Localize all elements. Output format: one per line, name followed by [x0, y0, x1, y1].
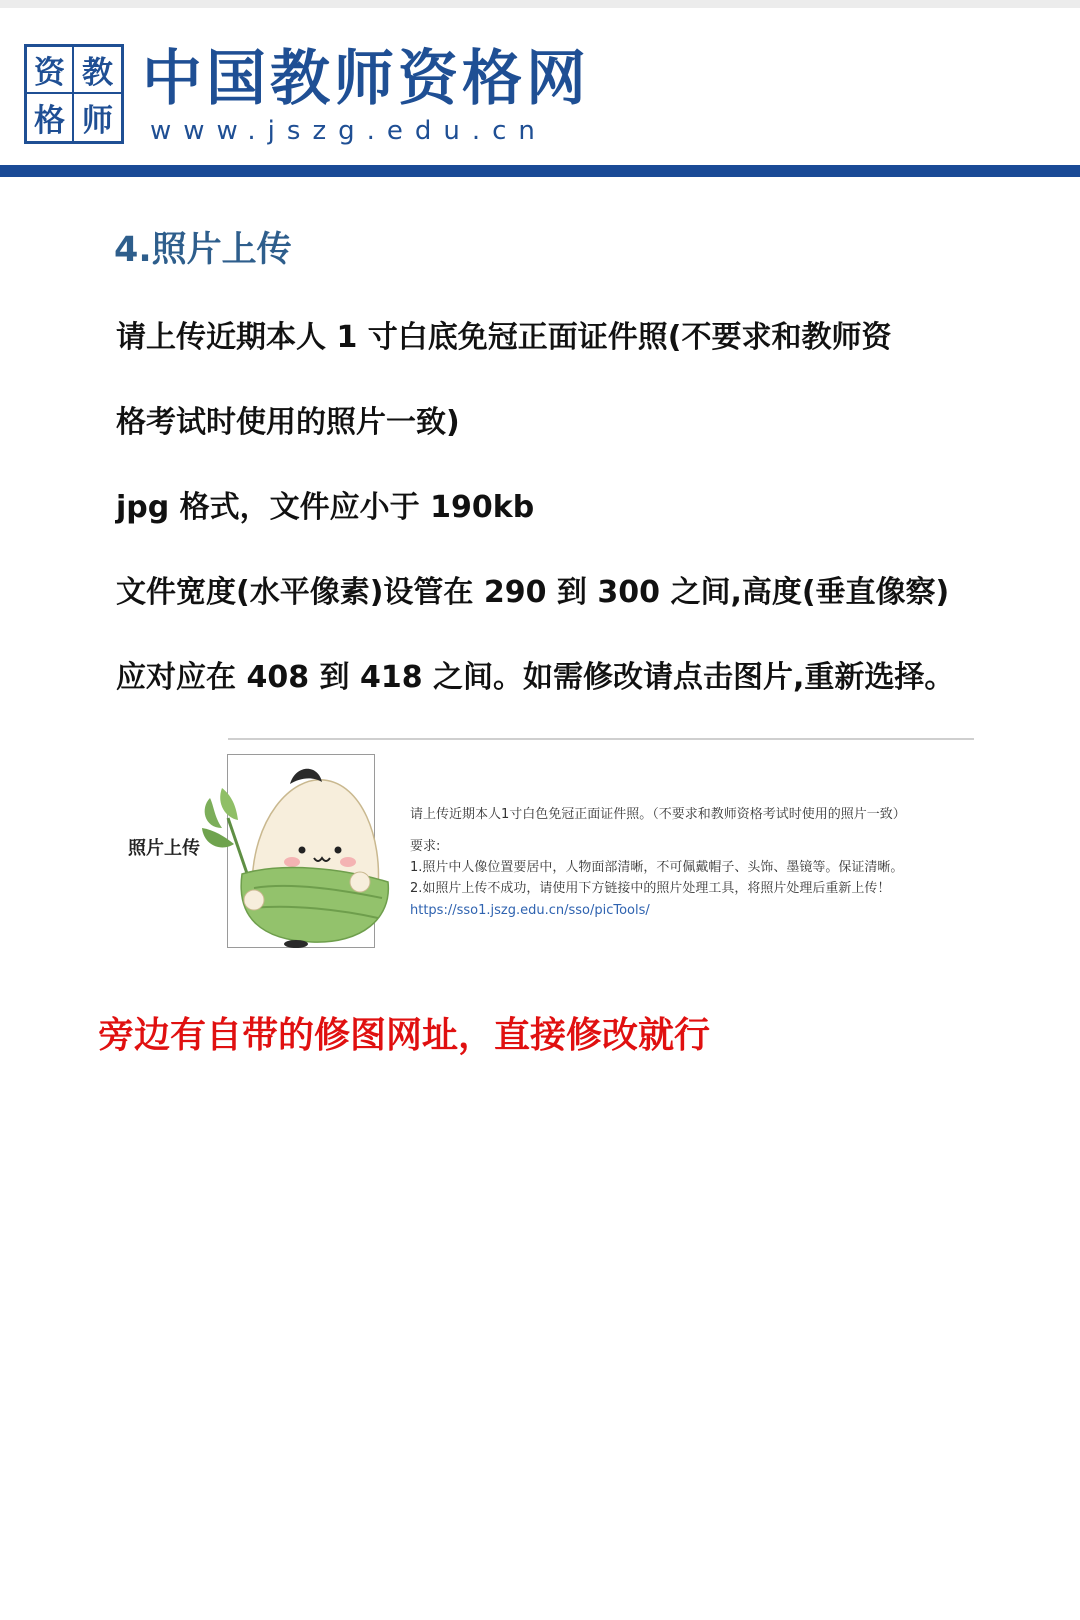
- upload-instructions: [410, 804, 970, 921]
- logo-char: 教: [74, 47, 121, 94]
- tip-note: 旁边有自带的修图网址，直接修改就行: [98, 1015, 711, 1056]
- site-logo[interactable]: [24, 44, 124, 144]
- pic-tools-link[interactable]: https://sso1.jszg.edu.cn/sso/picTools/: [410, 903, 650, 918]
- embedded-screenshot: [122, 738, 974, 952]
- instruction-line: 请上传近期本人 1 寸白底免冠正面证件照(不要求和教师资: [116, 320, 892, 355]
- requirement-item: 1.照片中人像位置要居中，人物面部清晰，不可佩戴帽子、头饰、墨镜等。保证清晰。: [410, 860, 904, 875]
- instruction-line: 格考试时使用的照片一致): [116, 405, 460, 440]
- header-divider-bar: [0, 165, 1080, 177]
- site-header: [0, 8, 1080, 168]
- upload-notice: 请上传近期本人1寸白色免冠正面证件照。（不要求和教师资格考试时使用的照片一致）: [410, 807, 906, 822]
- zongzi-mascot-image[interactable]: [192, 758, 392, 948]
- requirement-item: 2.如照片上传不成功，请使用下方链接中的照片处理工具，将照片处理后重新上传！: [410, 881, 891, 896]
- photo-upload-label: 照片上传: [128, 838, 200, 859]
- section-title: 4.照片上传: [114, 230, 292, 270]
- instruction-line: 文件宽度(水平像素)设管在 290 到 300 之间,高度(垂直像察): [116, 575, 950, 610]
- logo-char: 资: [27, 47, 74, 94]
- site-url[interactable]: www.jszg.edu.cn: [150, 116, 547, 146]
- instruction-line: 应对应在 408 到 418 之间。如需修改请点击图片,重新选择。: [116, 660, 955, 695]
- screenshot-divider: [228, 738, 974, 740]
- top-strip: [0, 0, 1080, 8]
- site-name[interactable]: 中国教师资格网: [142, 44, 590, 114]
- logo-char: 师: [82, 103, 113, 139]
- logo-char: 格: [27, 94, 74, 141]
- requirements-title: 要求:: [410, 839, 441, 854]
- instruction-line: jpg 格式，文件应小于 190kb: [116, 490, 535, 525]
